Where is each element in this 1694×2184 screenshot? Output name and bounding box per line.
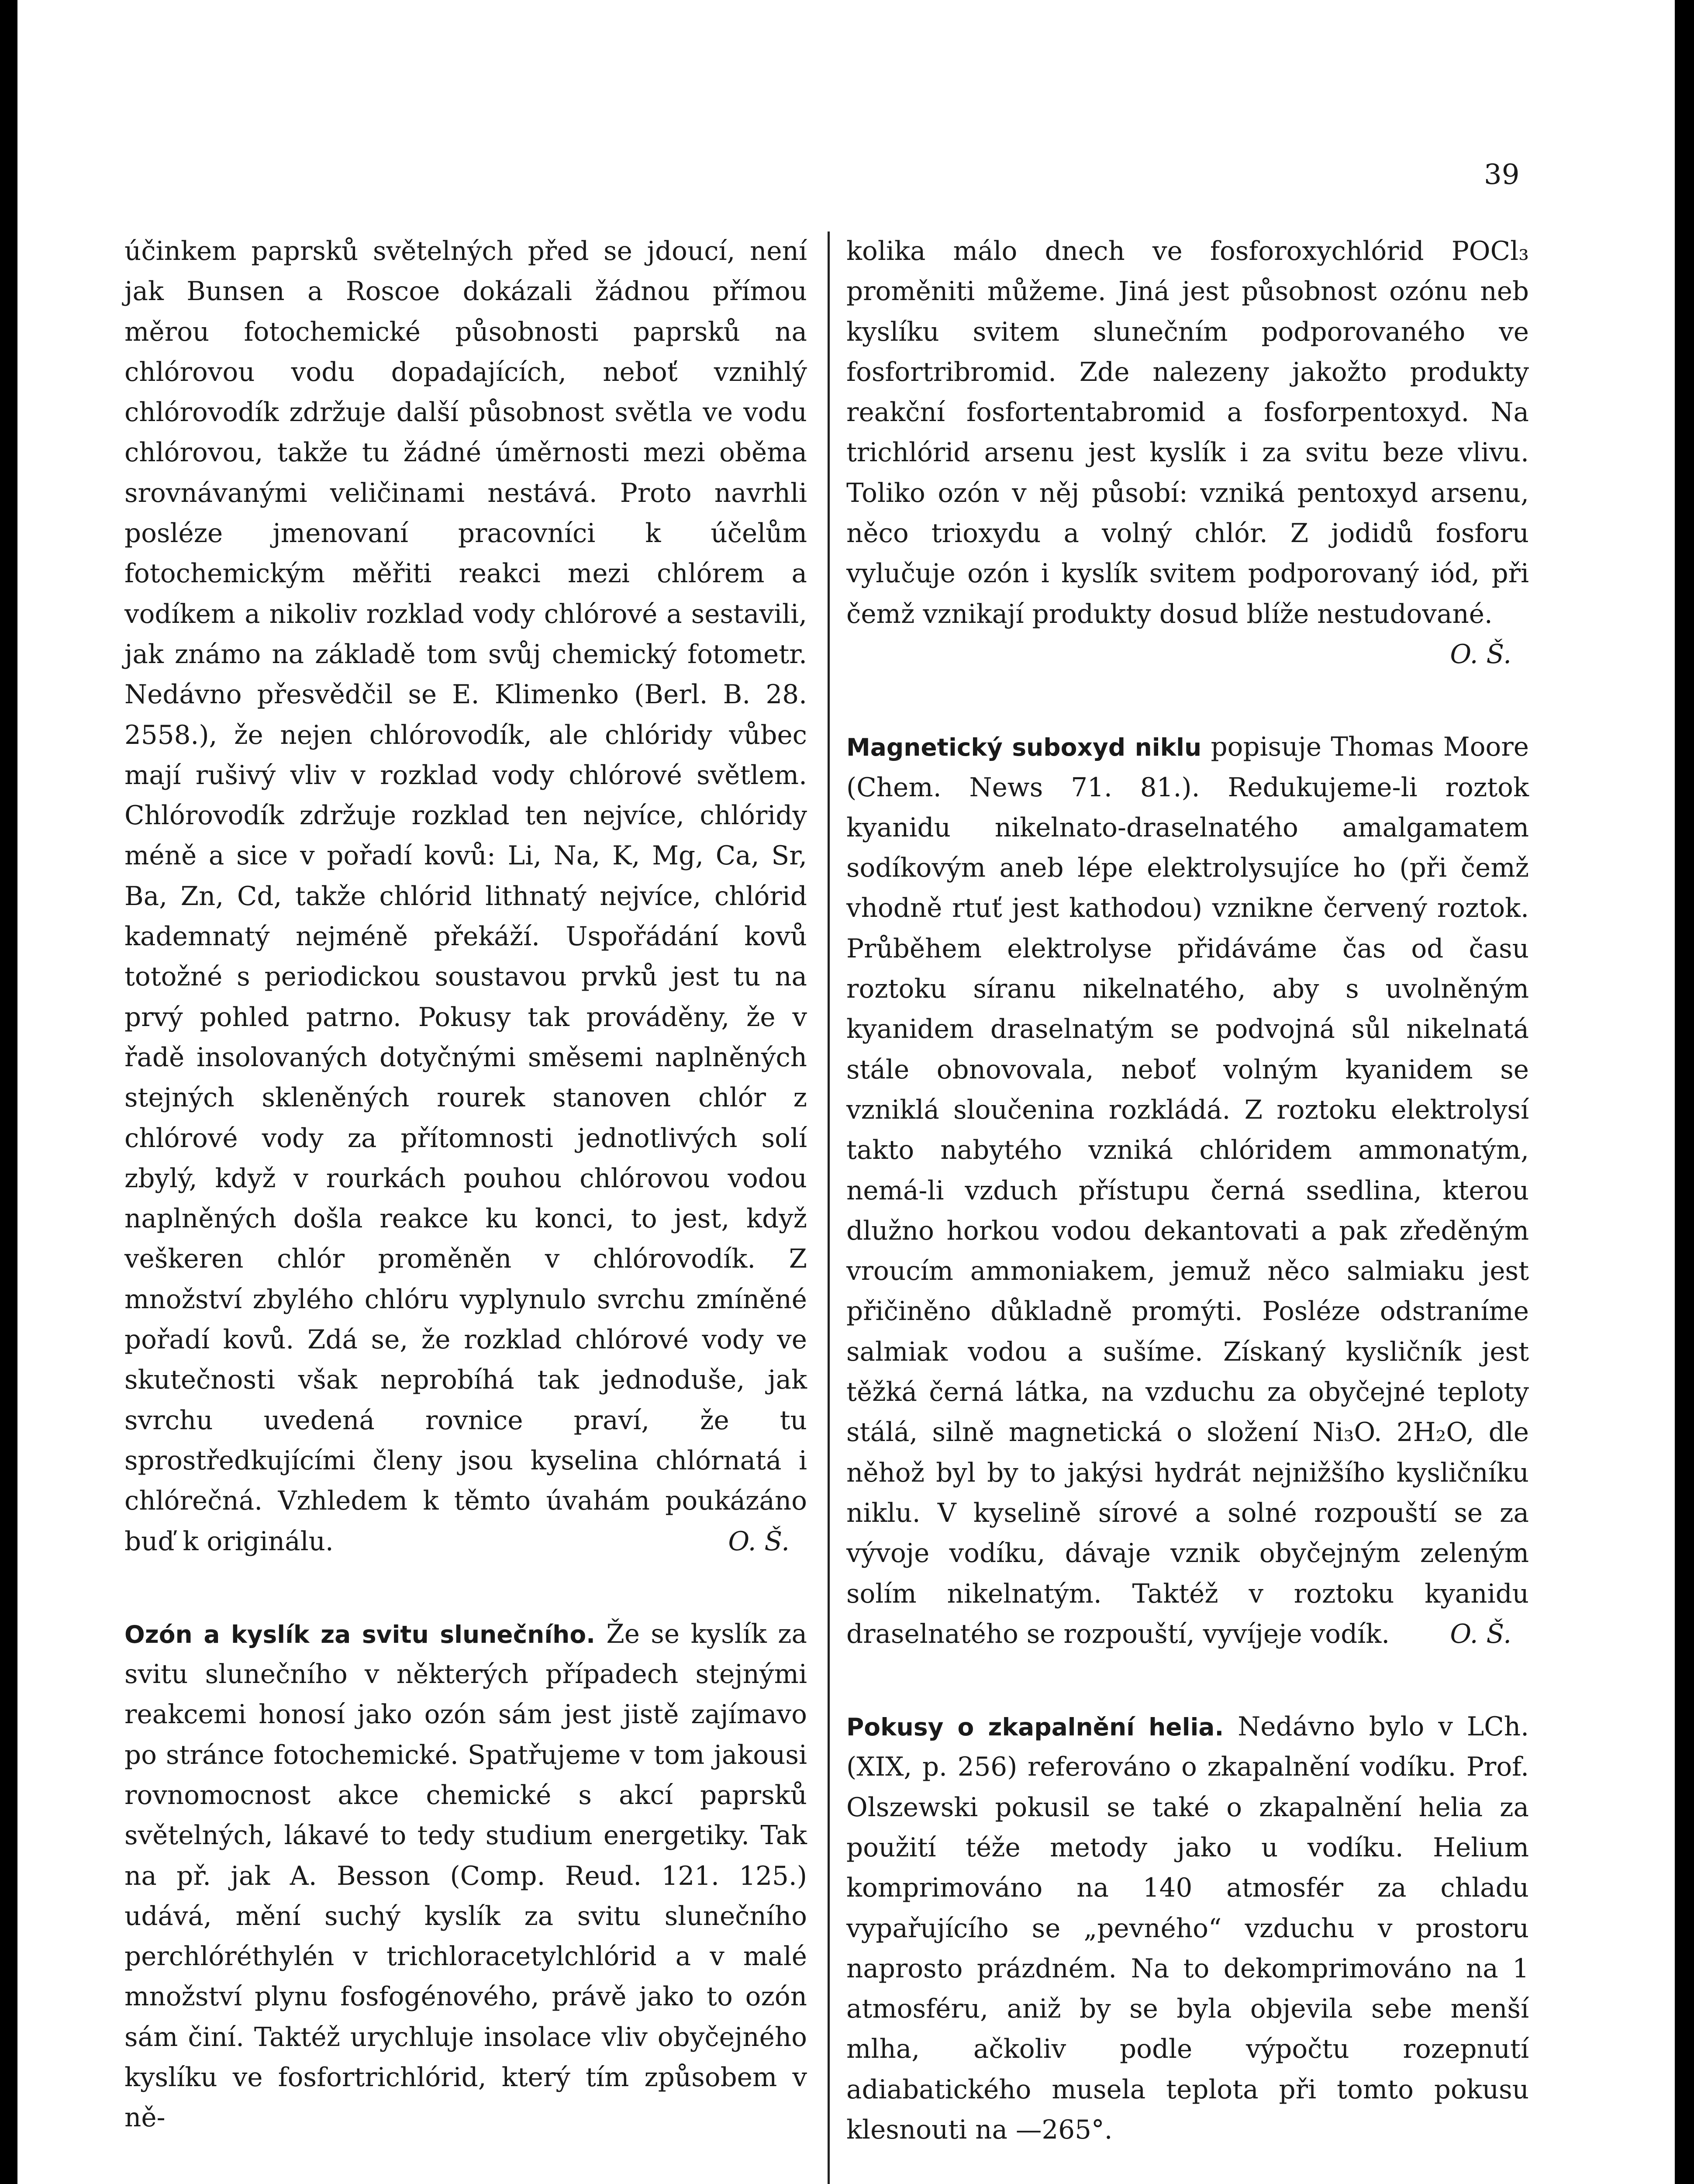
signature: O. Š. [1450,1619,1511,1649]
section-heading-nikl: Magnetický suboxyd niklu [846,733,1202,762]
column-divider [828,232,830,2184]
right-column [846,232,1529,2150]
right-paragraph-2: Magnetický suboxyd niklu popisuje Thomas Moore (Chem. News 71. 81.). Redukujeme-li roztok kyanidu nikelnato-draselnatého amalgamatem sodíkovým aneb lépe elektrolysujíce ho (při čemž vhodně rtuť jest kathodou) vznikne červený roztok. Průběhem elektrolyse přidáváme čas od času roztoku síranu nikelnatého, aby s uvolněným kyanidem draselnatým se podvojná sůl nikelnatá stále obnovovala, neboť volným kyanidem se vzniklá sloučenina rozkládá. Z roztoku elektrolysí takto nabytého vzniká chlóridem ammonatým, nemá-li vzduch přístupu černá ssedlina, kterou dlužno horkou vodou dekantovati a pak zředěným vroucím ammoniakem, jemuž něco salmiaku jest přičiněno důkladně promýti. Posléze odstraníme salmiak vodou a sušíme. Získaný kysličník jest těžká černá látka, na vzduchu za obyčejné teploty stálá, silně magnetická o složení Ni₃O. 2H₂O, dle něhož byl by to jakýsi hydrát nejnižšího kysličníku niklu. V kyselině sírové a solné rozpouští se za vývoje vodíku, dávaje vznik obyčejným zeleným solím nikelnatým. Taktéž v roztoku kyanidu draselnatého se rozpouští, vyvíjeje vodík. O. Š. [846,727,1529,1655]
page-number: 39 [1484,159,1520,191]
right-paragraph-1: kolika málo dnech ve fosforoxychlórid POCl₃ proměniti můžeme. Jiná jest působnost ozónu neb kyslíku svitem slunečním podporovaného ve fosfortribromid. Zde nalezeny jakožto produkty reakční fosfortentabromid a fosforpentoxyd. Na trichlórid arsenu jest kyslík i za svitu beze vlivu. Toliko ozón v něj působí: vzniká pentoxyd arsenu, něco trioxydu a volný chlór. Z jodidů fosforu vylučuje ozón i kyslík svitem podporovaný iód, při čemž vznikají produkty dosud blíže nestudované. O. Š. [846,232,1529,635]
scan-border-left [0,0,17,2184]
section-heading-ozon: Ozón a kyslík za svitu slunečního. [124,1620,596,1648]
left-column [124,232,807,2139]
left-paragraph-1: účinkem paprsků světelných před se jdoucí, není jak Bunsen a Roscoe dokázali žádnou přímou měrou fotochemické působnosti paprsků na chlórovou vodu dopadajících, neboť vznihlý chlórovodík zdržuje další působnost světla ve vodu chlórovou, takže tu žádné úměrnosti mezi oběma srovnávanými veličinami nestává. Proto navrhli posléze jmenovaní pracovníci k účelům fotochemickým měřiti reakci mezi chlórem a vodíkem a nikoliv rozklad vody chlórové a sestavili, jak známo na základě tom svůj chemický fotometr. Nedávno přesvědčil se E. Klimenko (Berl. B. 28. 2558.), že nejen chlórovodík, ale chlóridy vůbec mají rušivý vliv v rozklad vody chlórové světlem. Chlórovodík zdržuje rozklad ten nejvíce, chlóridy méně a sice v pořadí kovů: Li, Na, K, Mg, Ca, Sr, Ba, Zn, Cd, takže chlórid lithnatý nejvíce, chlórid kademnatý nejméně překáží. Uspořádání kovů totožné s periodickou soustavou prvků jest tu na prvý pohled patrno. Pokusy tak prováděny, že v řadě insolovaných dotyčnými směsemi naplněných stejných skleněných rourek stanoven chlór z chlórové vody za přítomnosti jednotlivých solí zbylý, když v rourkách pouhou chlórovou vodou naplněných došla reakce ku konci, to jest, když veškeren chlór proměněn v chlórovodík. Z množství zbylého chlóru vyplynulo svrchu zmíněné pořadí kovů. Zdá se, že rozklad chlórové vody ve skutečnosti však neprobíhá tak jednoduše, jak svrchu uvedená rovnice praví, že tu sprostředkujícími členy jsou kyselina chlórnatá i chlórečná. Vzhledem k těmto úvahám poukázáno buď k originálu. O. Š. [124,232,807,1562]
section-heading-helium: Pokusy o zkapalnění helia. [846,1713,1224,1742]
signature: O. Š. [728,1526,790,1557]
right-paragraph-3: Pokusy o zkapalnění helia. Nedávno bylo v LCh. (XIX, p. 256) referováno o zkapalnění vodíku. Prof. Olszewski pokusil se také o zkapalnění helia za použití téže metody jako u vodíku. Helium komprimováno na 140 atmosfér za chladu vypařujícího se „pevného“ vzduchu v prostoru naprosto prázdném. Na to dekomprimováno na 1 atmosféru, aniž by se byla objevila sebe menší mlha, ačkoliv podle výpočtu rozepnutí adiabatického musela teplota při tomto pokusu klesnouti na —265°. [846,1712,1529,2146]
signature: O. Š. [1450,639,1511,670]
scan-border-right [1675,0,1694,2184]
left-paragraph-2: Ozón a kyslík za svitu slunečního. Že se kyslík za svitu slunečního v některých případech stejnými reakcemi honosí jako ozón sám jest jistě zajímavo po stránce fotochemické. Spatřujeme v tom jakousi rovnomocnost akce chemické s akcí paprsků světelných, lákavé to tedy studium energetiky. Tak na př. jak A. Besson (Comp. Reud. 121. 125.) udává, mění suchý kyslík za svitu slunečního perchlóréthylén v trichloracetylchlórid a v malé množství plynu fosfogénového, právě jako to ozón sám činí. Taktéž urychluje insolace vliv obyčejného kyslíku ve fosfortrichlórid, který tím způsobem v ně- [124,1619,807,2133]
